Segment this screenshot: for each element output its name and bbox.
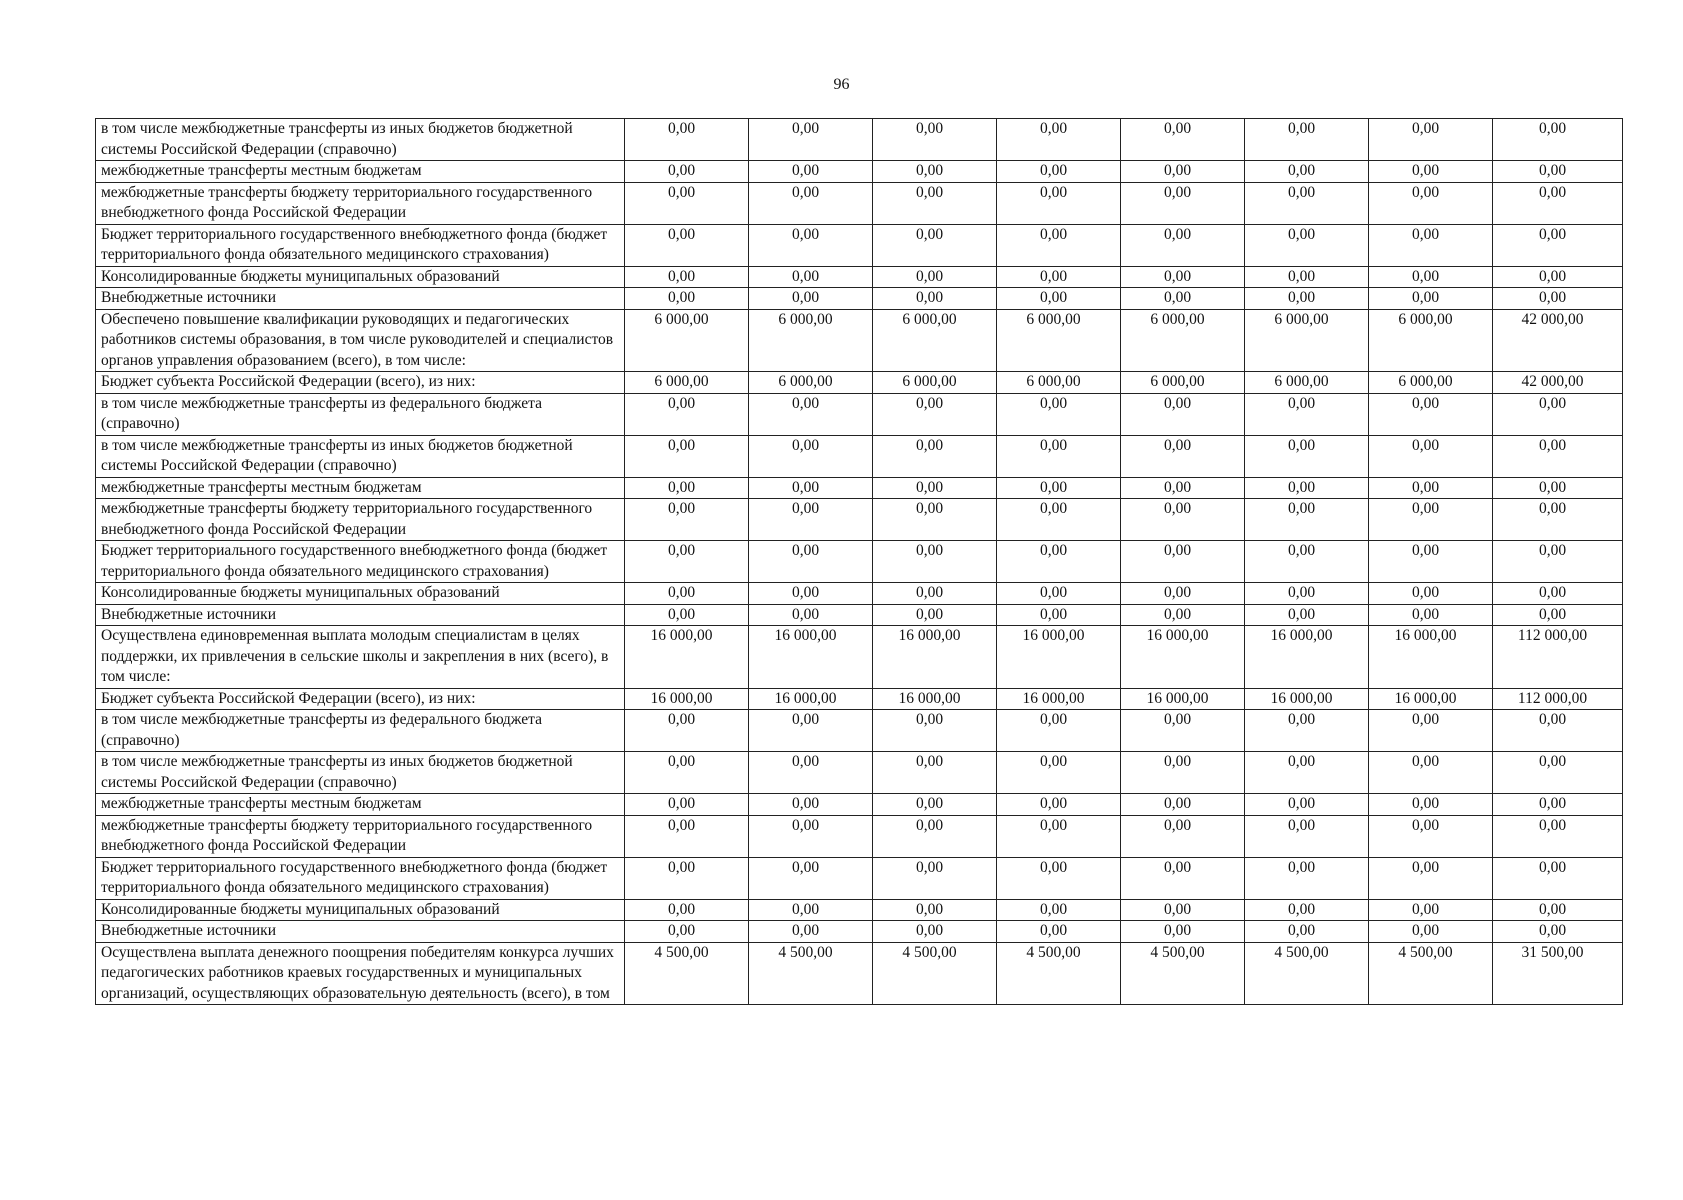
- row-value-cell: 0,00: [1245, 921, 1369, 943]
- row-value-cell: 0,00: [1121, 119, 1245, 161]
- row-value-cell: 0,00: [1121, 794, 1245, 816]
- row-value-cell: 0,00: [873, 477, 997, 499]
- row-value-cell: 0,00: [1369, 435, 1493, 477]
- row-value-cell: 0,00: [1245, 815, 1369, 857]
- row-value-cell: 0,00: [749, 604, 873, 626]
- row-value-cell: 0,00: [625, 752, 749, 794]
- row-label: в том числе межбюджетные трансферты из иных бюджетов бюджетной системы Российской Федерации (справочно): [96, 752, 625, 794]
- row-value-cell: 0,00: [873, 710, 997, 752]
- row-value-cell: 0,00: [997, 857, 1121, 899]
- row-value-cell: 0,00: [873, 435, 997, 477]
- row-value-cell: 0,00: [873, 815, 997, 857]
- row-value-cell: 0,00: [625, 921, 749, 943]
- row-value-cell: 0,00: [873, 224, 997, 266]
- row-label: Осуществлена выплата денежного поощрения победителям конкурса лучших педагогических работников краевых государственных и муниципальных организаций, осуществляющих образовательную деятельность (всего), в том: [96, 942, 625, 1005]
- row-value-cell: 0,00: [1121, 477, 1245, 499]
- row-value-cell: 0,00: [625, 288, 749, 310]
- table-row: [96, 435, 1623, 477]
- table-row: [96, 921, 1623, 943]
- row-value-cell: 0,00: [1245, 583, 1369, 605]
- row-value-cell: 0,00: [1369, 794, 1493, 816]
- row-value-cell: 0,00: [873, 288, 997, 310]
- table-row: [96, 393, 1623, 435]
- row-value-cell: 0,00: [625, 499, 749, 541]
- table-row: [96, 119, 1623, 161]
- row-value-cell: 6 000,00: [625, 372, 749, 394]
- row-label: в том числе межбюджетные трансферты из федерального бюджета (справочно): [96, 710, 625, 752]
- table-row: [96, 161, 1623, 183]
- row-value-cell: 0,00: [873, 266, 997, 288]
- row-value-cell: 16 000,00: [1121, 688, 1245, 710]
- row-value-cell: 0,00: [625, 857, 749, 899]
- row-value-cell: 0,00: [625, 604, 749, 626]
- row-value-cell: 0,00: [625, 182, 749, 224]
- row-value-cell: 16 000,00: [625, 688, 749, 710]
- row-value-cell: 0,00: [997, 288, 1121, 310]
- row-value-cell: 0,00: [749, 499, 873, 541]
- row-value-cell: 0,00: [749, 583, 873, 605]
- row-total-cell: 0,00: [1493, 393, 1623, 435]
- row-value-cell: 0,00: [1245, 119, 1369, 161]
- row-value-cell: 0,00: [1369, 288, 1493, 310]
- row-value-cell: 0,00: [1121, 435, 1245, 477]
- row-label: Бюджет субъекта Российской Федерации (всего), из них:: [96, 688, 625, 710]
- row-value-cell: 0,00: [997, 815, 1121, 857]
- row-total-cell: 0,00: [1493, 435, 1623, 477]
- row-total-cell: 42 000,00: [1493, 309, 1623, 372]
- row-value-cell: 0,00: [997, 752, 1121, 794]
- row-value-cell: 0,00: [1245, 161, 1369, 183]
- row-value-cell: 0,00: [873, 899, 997, 921]
- row-value-cell: 0,00: [749, 477, 873, 499]
- row-value-cell: 0,00: [1121, 857, 1245, 899]
- row-label: в том числе межбюджетные трансферты из иных бюджетов бюджетной системы Российской Федерации (справочно): [96, 435, 625, 477]
- row-value-cell: 6 000,00: [1369, 309, 1493, 372]
- row-value-cell: 0,00: [873, 161, 997, 183]
- row-value-cell: 16 000,00: [997, 688, 1121, 710]
- row-value-cell: 0,00: [997, 541, 1121, 583]
- row-value-cell: 6 000,00: [1369, 372, 1493, 394]
- row-value-cell: 0,00: [873, 752, 997, 794]
- row-value-cell: 0,00: [749, 815, 873, 857]
- row-value-cell: 4 500,00: [873, 942, 997, 1005]
- row-label: Внебюджетные источники: [96, 921, 625, 943]
- row-total-cell: 0,00: [1493, 604, 1623, 626]
- row-total-cell: 0,00: [1493, 794, 1623, 816]
- row-value-cell: 0,00: [873, 921, 997, 943]
- row-value-cell: 0,00: [1369, 224, 1493, 266]
- row-value-cell: 0,00: [1121, 541, 1245, 583]
- row-label: Бюджет территориального государственного внебюджетного фонда (бюджет территориального фонда обязательного медицинского страхования): [96, 541, 625, 583]
- row-total-cell: 0,00: [1493, 857, 1623, 899]
- row-total-cell: 0,00: [1493, 119, 1623, 161]
- row-value-cell: 0,00: [625, 899, 749, 921]
- row-value-cell: 0,00: [749, 393, 873, 435]
- row-value-cell: 4 500,00: [997, 942, 1121, 1005]
- row-value-cell: 0,00: [997, 161, 1121, 183]
- row-value-cell: 0,00: [625, 266, 749, 288]
- row-value-cell: 0,00: [1121, 266, 1245, 288]
- row-value-cell: 0,00: [1369, 266, 1493, 288]
- row-value-cell: 0,00: [1369, 477, 1493, 499]
- row-value-cell: 6 000,00: [997, 372, 1121, 394]
- row-total-cell: 42 000,00: [1493, 372, 1623, 394]
- row-value-cell: 0,00: [1369, 752, 1493, 794]
- row-value-cell: 16 000,00: [625, 626, 749, 689]
- row-value-cell: 6 000,00: [1121, 372, 1245, 394]
- row-value-cell: 0,00: [1245, 604, 1369, 626]
- row-value-cell: 4 500,00: [625, 942, 749, 1005]
- row-label: Обеспечено повышение квалификации руководящих и педагогических работников системы образования, в том числе руководителей и специалистов органов управления образованием (всего), в том числе:: [96, 309, 625, 372]
- row-value-cell: 6 000,00: [749, 309, 873, 372]
- table-row: [96, 499, 1623, 541]
- row-label: межбюджетные трансферты местным бюджетам: [96, 477, 625, 499]
- row-total-cell: 0,00: [1493, 710, 1623, 752]
- table-row: [96, 710, 1623, 752]
- row-value-cell: 0,00: [997, 266, 1121, 288]
- row-value-cell: 6 000,00: [625, 309, 749, 372]
- table-row: [96, 794, 1623, 816]
- row-label: Внебюджетные источники: [96, 604, 625, 626]
- table-row: [96, 477, 1623, 499]
- row-value-cell: 0,00: [997, 477, 1121, 499]
- row-value-cell: 0,00: [1369, 710, 1493, 752]
- row-total-cell: 0,00: [1493, 899, 1623, 921]
- row-value-cell: 0,00: [625, 435, 749, 477]
- row-value-cell: 0,00: [873, 119, 997, 161]
- row-value-cell: 16 000,00: [1121, 626, 1245, 689]
- row-value-cell: 0,00: [997, 710, 1121, 752]
- row-label: Осуществлена единовременная выплата молодым специалистам в целях поддержки, их привлечения в сельские школы и закрепления в них (всего), в том числе:: [96, 626, 625, 689]
- row-value-cell: 0,00: [1369, 899, 1493, 921]
- row-value-cell: 0,00: [997, 899, 1121, 921]
- row-label: Консолидированные бюджеты муниципальных образований: [96, 266, 625, 288]
- row-value-cell: 6 000,00: [1245, 309, 1369, 372]
- row-value-cell: 0,00: [625, 794, 749, 816]
- row-value-cell: 0,00: [1121, 815, 1245, 857]
- row-value-cell: 0,00: [625, 815, 749, 857]
- table-row: [96, 899, 1623, 921]
- row-value-cell: 0,00: [625, 583, 749, 605]
- row-value-cell: 0,00: [997, 224, 1121, 266]
- row-value-cell: 0,00: [1121, 161, 1245, 183]
- row-value-cell: 0,00: [749, 224, 873, 266]
- row-value-cell: 0,00: [749, 161, 873, 183]
- row-value-cell: 6 000,00: [749, 372, 873, 394]
- table-row: [96, 752, 1623, 794]
- row-total-cell: 0,00: [1493, 266, 1623, 288]
- row-value-cell: 0,00: [749, 921, 873, 943]
- row-value-cell: 16 000,00: [1245, 688, 1369, 710]
- row-value-cell: 0,00: [1245, 393, 1369, 435]
- row-value-cell: 0,00: [873, 499, 997, 541]
- row-value-cell: 0,00: [1121, 899, 1245, 921]
- budget-table-body: [96, 119, 1623, 1005]
- row-value-cell: 6 000,00: [1245, 372, 1369, 394]
- row-value-cell: 0,00: [1245, 435, 1369, 477]
- row-value-cell: 0,00: [997, 583, 1121, 605]
- row-value-cell: 0,00: [1121, 921, 1245, 943]
- row-label: межбюджетные трансферты бюджету территориального государственного внебюджетного фонда Российской Федерации: [96, 182, 625, 224]
- row-value-cell: 16 000,00: [873, 688, 997, 710]
- row-label: межбюджетные трансферты местным бюджетам: [96, 794, 625, 816]
- row-value-cell: 0,00: [873, 794, 997, 816]
- table-row: [96, 942, 1623, 1005]
- row-value-cell: 0,00: [749, 857, 873, 899]
- row-total-cell: 0,00: [1493, 815, 1623, 857]
- row-value-cell: 0,00: [749, 266, 873, 288]
- table-row: [96, 541, 1623, 583]
- row-value-cell: 0,00: [997, 794, 1121, 816]
- row-value-cell: 0,00: [1245, 288, 1369, 310]
- table-row: [96, 626, 1623, 689]
- row-label: Бюджет территориального государственного внебюджетного фонда (бюджет территориального фонда обязательного медицинского страхования): [96, 224, 625, 266]
- row-value-cell: 0,00: [1121, 752, 1245, 794]
- row-value-cell: 0,00: [749, 541, 873, 583]
- row-value-cell: 4 500,00: [1369, 942, 1493, 1005]
- table-row: [96, 815, 1623, 857]
- row-value-cell: 4 500,00: [1121, 942, 1245, 1005]
- row-value-cell: 0,00: [749, 794, 873, 816]
- row-value-cell: 16 000,00: [997, 626, 1121, 689]
- row-total-cell: 112 000,00: [1493, 688, 1623, 710]
- row-value-cell: 0,00: [873, 583, 997, 605]
- row-value-cell: 0,00: [1121, 604, 1245, 626]
- row-value-cell: 0,00: [997, 393, 1121, 435]
- row-value-cell: 0,00: [997, 119, 1121, 161]
- row-value-cell: 0,00: [1245, 710, 1369, 752]
- row-total-cell: 0,00: [1493, 224, 1623, 266]
- row-label: межбюджетные трансферты местным бюджетам: [96, 161, 625, 183]
- row-value-cell: 0,00: [1245, 266, 1369, 288]
- row-value-cell: 0,00: [1369, 815, 1493, 857]
- row-label: Внебюджетные источники: [96, 288, 625, 310]
- table-row: [96, 182, 1623, 224]
- row-value-cell: 0,00: [1245, 477, 1369, 499]
- row-value-cell: 6 000,00: [997, 309, 1121, 372]
- row-value-cell: 0,00: [1121, 499, 1245, 541]
- row-value-cell: 0,00: [1369, 119, 1493, 161]
- row-label: Консолидированные бюджеты муниципальных образований: [96, 583, 625, 605]
- table-row: [96, 857, 1623, 899]
- row-label: межбюджетные трансферты бюджету территориального государственного внебюджетного фонда Российской Федерации: [96, 499, 625, 541]
- row-value-cell: 0,00: [625, 119, 749, 161]
- row-value-cell: 16 000,00: [749, 626, 873, 689]
- row-value-cell: 16 000,00: [749, 688, 873, 710]
- row-value-cell: 0,00: [1369, 857, 1493, 899]
- row-value-cell: 0,00: [1121, 583, 1245, 605]
- row-value-cell: 16 000,00: [873, 626, 997, 689]
- row-total-cell: 0,00: [1493, 583, 1623, 605]
- table-row: [96, 288, 1623, 310]
- row-value-cell: 0,00: [1245, 182, 1369, 224]
- row-value-cell: 0,00: [1121, 224, 1245, 266]
- row-value-cell: 0,00: [1245, 857, 1369, 899]
- row-value-cell: 0,00: [749, 899, 873, 921]
- row-total-cell: 0,00: [1493, 921, 1623, 943]
- page-number: 96: [833, 76, 850, 93]
- row-total-cell: 0,00: [1493, 288, 1623, 310]
- row-value-cell: 0,00: [997, 435, 1121, 477]
- row-value-cell: 4 500,00: [1245, 942, 1369, 1005]
- row-total-cell: 0,00: [1493, 752, 1623, 794]
- row-value-cell: 0,00: [1369, 921, 1493, 943]
- table-row: [96, 224, 1623, 266]
- row-value-cell: 0,00: [1369, 604, 1493, 626]
- row-value-cell: 0,00: [997, 921, 1121, 943]
- row-value-cell: 0,00: [1369, 583, 1493, 605]
- table-row: [96, 309, 1623, 372]
- row-value-cell: 0,00: [1369, 161, 1493, 183]
- row-total-cell: 31 500,00: [1493, 942, 1623, 1005]
- budget-table: [95, 118, 1623, 1005]
- row-value-cell: 0,00: [749, 752, 873, 794]
- row-value-cell: 0,00: [1121, 182, 1245, 224]
- row-label: в том числе межбюджетные трансферты из федерального бюджета (справочно): [96, 393, 625, 435]
- row-label: в том числе межбюджетные трансферты из иных бюджетов бюджетной системы Российской Федерации (справочно): [96, 119, 625, 161]
- row-value-cell: 6 000,00: [873, 309, 997, 372]
- row-value-cell: 0,00: [1369, 393, 1493, 435]
- row-total-cell: 0,00: [1493, 477, 1623, 499]
- row-total-cell: 0,00: [1493, 541, 1623, 583]
- row-value-cell: 0,00: [873, 182, 997, 224]
- table-row: [96, 583, 1623, 605]
- row-value-cell: 16 000,00: [1245, 626, 1369, 689]
- row-value-cell: 6 000,00: [1121, 309, 1245, 372]
- row-value-cell: 0,00: [1245, 899, 1369, 921]
- row-value-cell: 16 000,00: [1369, 688, 1493, 710]
- row-value-cell: 0,00: [1369, 182, 1493, 224]
- row-value-cell: 0,00: [873, 604, 997, 626]
- row-value-cell: 0,00: [1245, 541, 1369, 583]
- row-label: Консолидированные бюджеты муниципальных образований: [96, 899, 625, 921]
- row-total-cell: 0,00: [1493, 161, 1623, 183]
- row-value-cell: 0,00: [873, 541, 997, 583]
- table-row: [96, 688, 1623, 710]
- row-value-cell: 0,00: [625, 477, 749, 499]
- row-value-cell: 0,00: [625, 224, 749, 266]
- row-value-cell: 0,00: [873, 393, 997, 435]
- row-value-cell: 0,00: [1121, 393, 1245, 435]
- row-value-cell: 0,00: [1369, 499, 1493, 541]
- row-value-cell: 16 000,00: [1369, 626, 1493, 689]
- row-value-cell: 0,00: [749, 710, 873, 752]
- row-value-cell: 0,00: [749, 435, 873, 477]
- row-label: межбюджетные трансферты бюджету территориального государственного внебюджетного фонда Российской Федерации: [96, 815, 625, 857]
- row-value-cell: 0,00: [749, 119, 873, 161]
- row-value-cell: 0,00: [625, 393, 749, 435]
- row-value-cell: 0,00: [749, 182, 873, 224]
- row-value-cell: 0,00: [1245, 499, 1369, 541]
- row-value-cell: 0,00: [873, 857, 997, 899]
- row-value-cell: 0,00: [625, 710, 749, 752]
- row-label: Бюджет территориального государственного внебюджетного фонда (бюджет территориального фонда обязательного медицинского страхования): [96, 857, 625, 899]
- row-total-cell: 0,00: [1493, 499, 1623, 541]
- row-value-cell: 0,00: [1245, 752, 1369, 794]
- row-value-cell: 0,00: [625, 161, 749, 183]
- row-label: Бюджет субъекта Российской Федерации (всего), из них:: [96, 372, 625, 394]
- row-value-cell: 0,00: [997, 604, 1121, 626]
- table-row: [96, 372, 1623, 394]
- row-value-cell: 0,00: [997, 182, 1121, 224]
- row-value-cell: 0,00: [749, 288, 873, 310]
- row-value-cell: 0,00: [1121, 288, 1245, 310]
- row-value-cell: 0,00: [1245, 224, 1369, 266]
- row-value-cell: 0,00: [997, 499, 1121, 541]
- row-total-cell: 112 000,00: [1493, 626, 1623, 689]
- table-row: [96, 604, 1623, 626]
- row-value-cell: 0,00: [1369, 541, 1493, 583]
- row-value-cell: 6 000,00: [873, 372, 997, 394]
- row-value-cell: 4 500,00: [749, 942, 873, 1005]
- row-value-cell: 0,00: [1121, 710, 1245, 752]
- row-value-cell: 0,00: [1245, 794, 1369, 816]
- row-value-cell: 0,00: [625, 541, 749, 583]
- table-row: [96, 266, 1623, 288]
- row-total-cell: 0,00: [1493, 182, 1623, 224]
